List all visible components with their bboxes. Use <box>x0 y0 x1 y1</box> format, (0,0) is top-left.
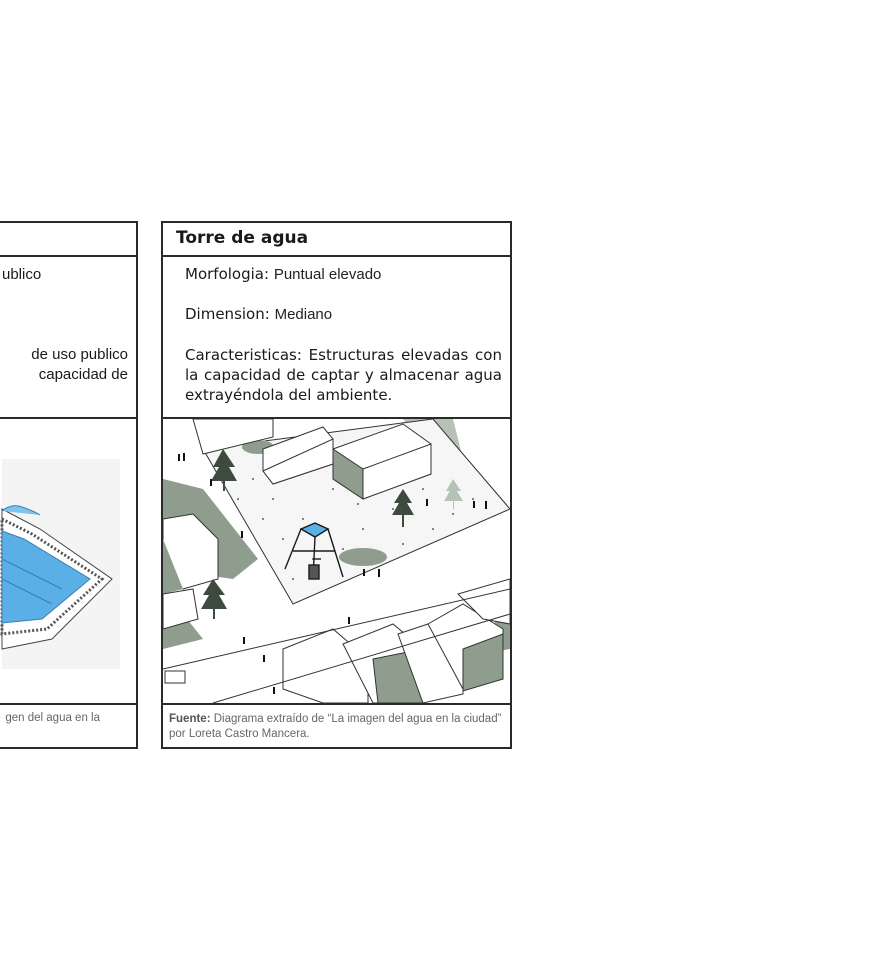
card-partial-left <box>0 221 138 749</box>
card-source-row <box>0 703 136 749</box>
source-description: Diagrama extraído de “La imagen del agua en la ciudad” por Loreta Castro Mancera. <box>169 713 502 740</box>
description-line: de uso publico <box>31 346 128 363</box>
description-line <box>0 385 128 405</box>
dimension-field <box>185 304 332 325</box>
source-text-partial: gen del agua en la <box>5 712 100 724</box>
source-label: Fuente: <box>169 713 211 725</box>
water-tower-diagram-illustration <box>163 419 510 703</box>
source-text <box>169 712 502 742</box>
dimension-label: Dimension: <box>185 305 270 323</box>
description-label: Caracteristicas: <box>185 346 302 364</box>
card-properties-row <box>0 255 136 417</box>
morphology-value-partial: ublico <box>2 266 42 283</box>
pool-diagram-illustration <box>0 419 136 703</box>
card-source-row <box>163 703 510 749</box>
description-partial <box>0 345 128 405</box>
card-torre-de-agua <box>161 221 512 749</box>
description-field <box>185 345 502 405</box>
card-image-row <box>0 417 136 703</box>
dimension-value: Mediano <box>274 306 333 323</box>
morphology-value: Puntual elevado <box>273 266 382 283</box>
description-text: Estructuras elevadas con la capacidad de captar y almacenar agua extrayéndola del ambiente. <box>185 346 502 404</box>
card-properties-row <box>163 255 510 417</box>
card-image-row <box>163 417 510 703</box>
card-title-row <box>163 223 510 255</box>
description-line: capacidad de <box>38 366 128 383</box>
morphology-field <box>185 264 381 285</box>
card-title-row <box>0 223 136 255</box>
card-title: Torre de agua <box>176 228 309 248</box>
morphology-label: Morfologia: <box>185 265 270 283</box>
